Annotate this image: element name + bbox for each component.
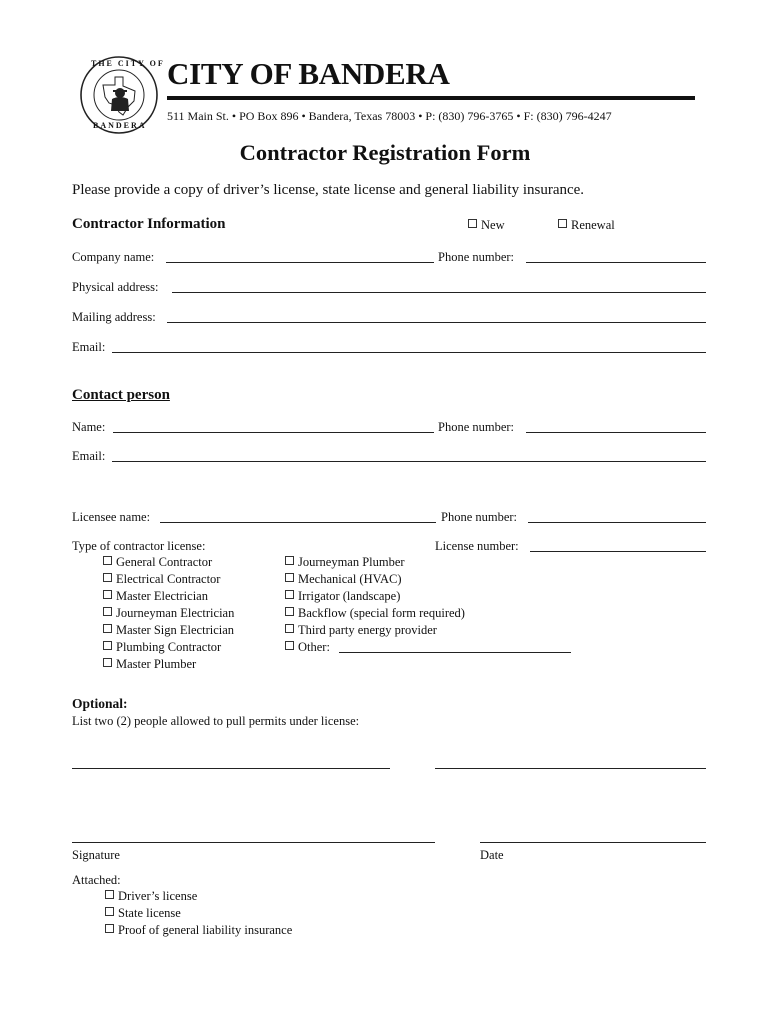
license-type-checkbox[interactable]: [285, 573, 294, 582]
license-type-checkbox[interactable]: [103, 556, 112, 565]
license-type-checkbox[interactable]: [285, 556, 294, 565]
license-type-option[interactable]: [103, 622, 234, 639]
renewal-label: Renewal: [571, 218, 615, 232]
license-type-option[interactable]: [285, 571, 465, 588]
date-label: Date: [480, 848, 504, 862]
seal-text-top: THE CITY OF: [91, 59, 165, 68]
contact-name-label: Name:: [72, 420, 106, 434]
license-types-left: [103, 554, 234, 673]
new-checkbox-box[interactable]: [468, 219, 477, 228]
license-type-checkbox[interactable]: [285, 607, 294, 616]
license-type-option-other[interactable]: [285, 639, 465, 656]
license-type-option[interactable]: [103, 639, 234, 656]
license-type-label: Master Electrician: [116, 589, 208, 603]
license-type-label: Third party energy provider: [298, 623, 437, 637]
license-type-option[interactable]: [285, 588, 465, 605]
attached-item-label: Proof of general liability insurance: [118, 923, 293, 937]
license-type-option[interactable]: [285, 554, 465, 571]
seal-text-bottom: BANDERA: [93, 121, 147, 130]
license-type-label: Journeyman Electrician: [116, 606, 235, 620]
license-type-option[interactable]: [103, 656, 234, 673]
form-intro: Please provide a copy of driver’s license, state license and general liability insurance.: [72, 182, 585, 198]
contact-email-label: Email:: [72, 449, 106, 463]
licensee-phone-field[interactable]: [528, 522, 706, 523]
header-address: 511 Main St. • PO Box 896 • Bandera, Texas 78003 • P: (830) 796-3765 • F: (830) 796-4247: [167, 109, 612, 123]
company-email-label: Email:: [72, 340, 106, 354]
license-type-option[interactable]: [285, 605, 465, 622]
attached-item-label: Driver’s license: [118, 889, 198, 903]
city-name: CITY OF BANDERA: [167, 56, 450, 91]
other-license-field[interactable]: [339, 652, 571, 653]
license-types-right: [285, 554, 465, 656]
new-label: New: [481, 218, 505, 232]
license-type-checkbox[interactable]: [103, 573, 112, 582]
company-email-field[interactable]: [112, 352, 706, 353]
license-type-checkbox[interactable]: [103, 607, 112, 616]
attached-item[interactable]: [105, 922, 292, 939]
license-type-label: Electrical Contractor: [116, 572, 221, 586]
company-name-field[interactable]: [166, 262, 434, 263]
licensee-name-field[interactable]: [160, 522, 436, 523]
license-type-label: Plumbing Contractor: [116, 640, 222, 654]
permit-person-1-field[interactable]: [72, 768, 390, 769]
company-phone-field[interactable]: [526, 262, 706, 263]
attached-checkbox[interactable]: [105, 890, 114, 899]
license-type-option[interactable]: [103, 588, 234, 605]
mailing-address-field[interactable]: [167, 322, 706, 323]
license-type-checkbox[interactable]: [103, 641, 112, 650]
signature-label: Signature: [72, 848, 120, 862]
contact-phone-label: Phone number:: [438, 420, 515, 434]
attached-item[interactable]: [105, 905, 292, 922]
physical-address-label: Physical address:: [72, 280, 159, 294]
license-type-checkbox[interactable]: [103, 624, 112, 633]
license-type-checkbox[interactable]: [285, 641, 294, 650]
license-type-label: Irrigator (landscape): [298, 589, 401, 603]
license-type-label: Mechanical (HVAC): [298, 572, 402, 586]
physical-address-field[interactable]: [172, 292, 706, 293]
company-name-label: Company name:: [72, 250, 155, 264]
new-checkbox[interactable]: [468, 218, 505, 233]
contact-email-field[interactable]: [112, 461, 706, 462]
attached-item-label: State license: [118, 906, 181, 920]
optional-heading: Optional:: [72, 696, 128, 711]
date-field[interactable]: [480, 842, 706, 843]
contact-phone-field[interactable]: [526, 432, 706, 433]
renewal-checkbox[interactable]: [558, 218, 615, 233]
attached-heading: Attached:: [72, 873, 121, 887]
license-type-checkbox[interactable]: [285, 590, 294, 599]
company-phone-label: Phone number:: [438, 250, 515, 264]
renewal-checkbox-box[interactable]: [558, 219, 567, 228]
license-type-option[interactable]: [103, 554, 234, 571]
license-type-label: Journeyman Plumber: [298, 555, 405, 569]
license-type-checkbox[interactable]: [285, 624, 294, 633]
attached-item[interactable]: [105, 888, 292, 905]
contact-name-field[interactable]: [113, 432, 434, 433]
attached-list: [105, 888, 292, 939]
form-title: Contractor Registration Form: [239, 140, 531, 165]
attached-checkbox[interactable]: [105, 924, 114, 933]
license-type-label: General Contractor: [116, 555, 213, 569]
contact-person-heading: Contact person: [72, 387, 170, 403]
permit-person-2-field[interactable]: [435, 768, 706, 769]
license-type-label: Master Plumber: [116, 657, 197, 671]
license-type-checkbox[interactable]: [103, 658, 112, 667]
license-type-label: Type of contractor license:: [72, 539, 206, 553]
license-type-option[interactable]: [103, 571, 234, 588]
license-type-label: Backflow (special form required): [298, 606, 465, 620]
license-type-label: Master Sign Electrician: [116, 623, 235, 637]
licensee-name-label: Licensee name:: [72, 510, 151, 524]
license-number-field[interactable]: [530, 551, 706, 552]
signature-field[interactable]: [72, 842, 435, 843]
license-type-option[interactable]: [285, 622, 465, 639]
contractor-info-heading: Contractor Information: [72, 216, 226, 232]
licensee-phone-label: Phone number:: [441, 510, 518, 524]
license-number-label: License number:: [435, 539, 519, 553]
city-seal: [79, 55, 165, 135]
attached-checkbox[interactable]: [105, 907, 114, 916]
mailing-address-label: Mailing address:: [72, 310, 156, 324]
optional-description: List two (2) people allowed to pull permits under license:: [72, 714, 360, 728]
license-type-option[interactable]: [103, 605, 234, 622]
license-type-other-label: Other:: [298, 640, 330, 654]
license-type-checkbox[interactable]: [103, 590, 112, 599]
header-rule: [167, 96, 695, 100]
